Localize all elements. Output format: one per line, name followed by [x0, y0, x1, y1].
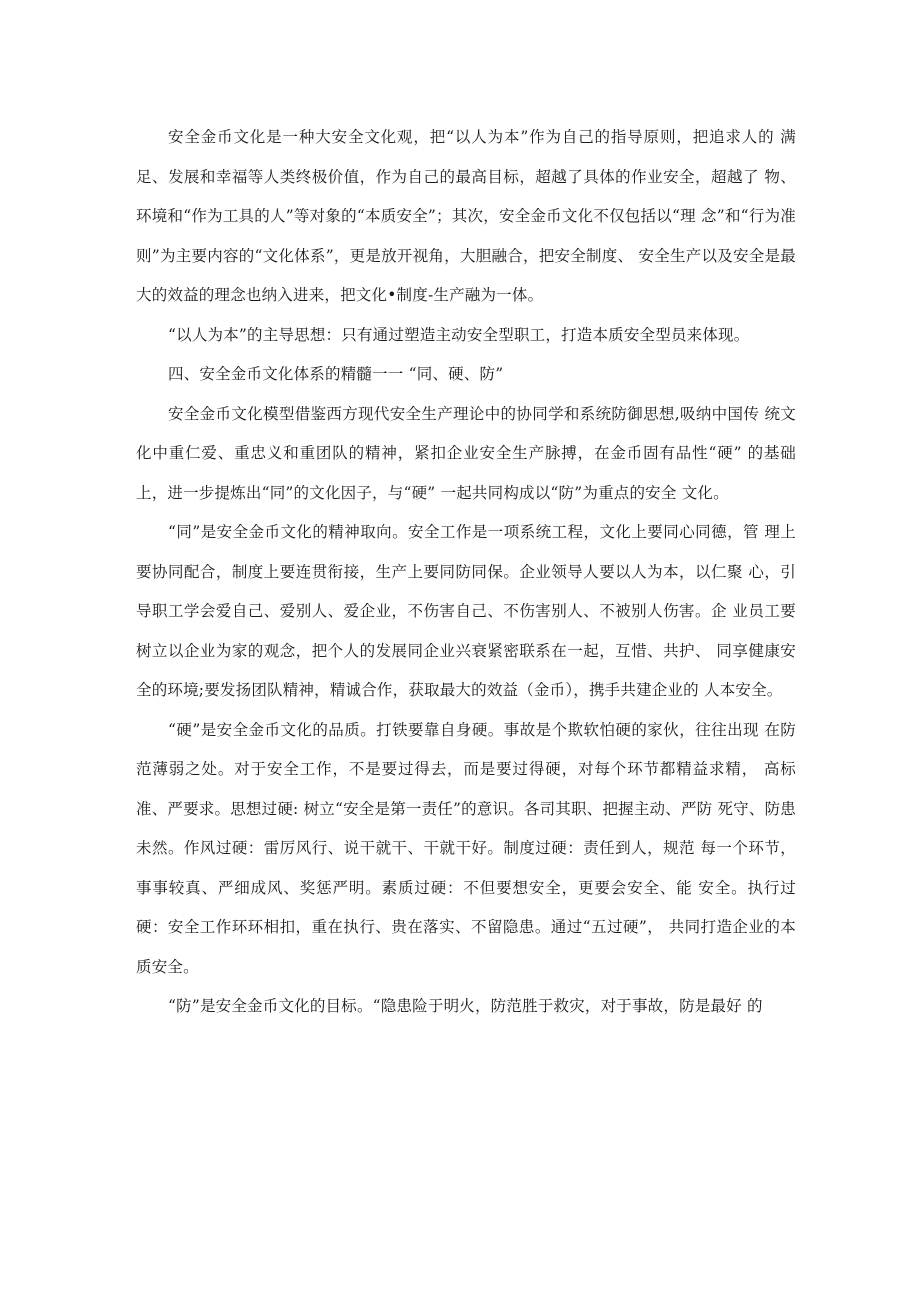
- paragraph-fang: “防”是安全金币文化的目标。“隐患险于明火，防范胜于救灾，对于事故，防是最好 的: [168, 997, 763, 1015]
- document-page: [136, 118, 796, 1027]
- paragraph-culture-concept: 安全金币文化是一种大安全文化观，把“以人为本”作为自己的指导原则，把追求人的 满足、发展和幸福等人类终极价值，作为自己的最高目标，超越了具体的作业安全，超越了 物、环境和“作为工具的人”等对象的“本质安全”；其次，安全金币文化不仅包括以“理 念”和“行为准则”为主要内容的“文化体系”，更是放开视角，大胆融合，把安全制度、 安全生产以及安全是最大的效益的理念也纳入进来，把文化•制度-生产融为一体。: [136, 128, 796, 304]
- section-heading-4: 四、安全金币文化体系的精髓一一 “同、硬、防”: [168, 365, 504, 383]
- paragraph-tong: “同”是安全金币文化的精神取向。安全工作是一项系统工程，文化上要同心同德，管 理上要协同配合，制度上要连贯衔接，生产上要同防同保。企业领导人要以人为本，以仁聚 心，引导职工学会爱自己、爱别人、爱企业，不伤害自己、不伤害别人、不被别人伤害。企 业员工要树立以企业为家的观念，把个人的发展同企业兴衰紧密联系在一起，互惜、共护、 同享健康安全的环境;要发扬团队精神，精诚合作，获取最大的效益（金币），携手共建企业的 人本安全。: [136, 523, 796, 699]
- paragraph-ying: “硬”是安全金币文化的品质。打铁要靠自身硬。事故是个欺软怕硬的家伙，往往出现 在防范薄弱之处。对于安全工作，不是要过得去，而是要过得硬，对每个环节都精益求精， 高标准、严要求。思想过硬: 树立“安全是第一责任”的意识。各司其职、把握主动、严防 死守、防患未然。作风过硬：雷厉风行、说干就干、干就干好。制度过硬：责任到人，规范 每一个环节，事事较真、严细成风、奖惩严明。素质过硬：不但要想安全，更要会安全、能 安全。执行过硬：安全工作环环相扣，重在执行、贵在落实、不留隐患。通过“五过硬”， 共同打造企业的本质安全。: [136, 720, 796, 976]
- paragraph-model-origin: 安全金币文化模型借鉴西方现代安全生产理论中的协同学和系统防御思想,吸纳中国传 统文化中重仁爱、重忠义和重团队的精神，紧扣企业安全生产脉搏，在金币固有品性“硬” 的基础上，进一步提炼出“同”的文化因子，与“硬” 一起共同构成以“防”为重点的安全 文化。: [136, 404, 796, 502]
- paragraph-guiding-thought: “以人为本”的主导思想：只有通过塑造主动安全型职工，打造本质安全型员来体现。: [168, 325, 750, 344]
